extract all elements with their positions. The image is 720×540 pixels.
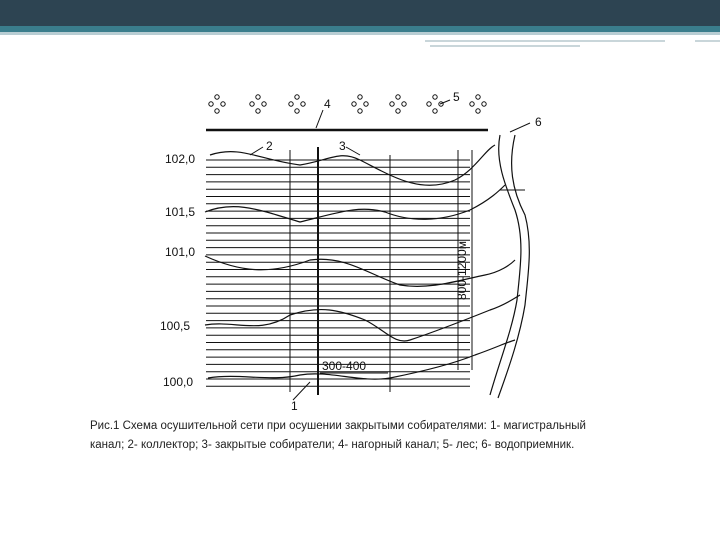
figure-caption xyxy=(90,417,670,455)
callout-3: 3 xyxy=(339,139,346,153)
tree-symbol xyxy=(295,109,299,113)
vertical-dimension-label: 800-1200м xyxy=(455,241,469,300)
caption-line-2: канал; 2- коллектор; 3- закрытые собиратели; 4- нагорный канал; 5- лес; 6- водоприемник. xyxy=(90,439,575,451)
tree-symbol xyxy=(476,95,480,99)
forest-symbols xyxy=(209,95,486,113)
tree-symbol xyxy=(390,102,394,106)
horizontal-dimension-label: 300-400 xyxy=(322,359,367,373)
tree-symbol xyxy=(221,102,225,106)
tree-symbol xyxy=(209,102,213,106)
callout-5: 5 xyxy=(453,90,460,104)
tree-symbol xyxy=(256,95,260,99)
river-water-receiver xyxy=(490,135,529,398)
contour-label-101-5: 101,5 xyxy=(165,205,196,219)
callout-1: 1 xyxy=(291,399,298,413)
tree-symbol xyxy=(482,102,486,106)
tree-symbol xyxy=(295,95,299,99)
tree-symbol xyxy=(402,102,406,106)
callout-2: 2 xyxy=(266,139,273,153)
tree-symbol xyxy=(301,102,305,106)
contour-label-100-0: 100,0 xyxy=(163,375,194,389)
tree-symbol xyxy=(433,109,437,113)
tree-symbol xyxy=(289,102,293,106)
tree-symbol xyxy=(364,102,368,106)
tree-symbol xyxy=(470,102,474,106)
tree-symbol xyxy=(396,95,400,99)
tree-symbol xyxy=(262,102,266,106)
contour-label-101-0: 101,0 xyxy=(165,245,196,259)
callout-6: 6 xyxy=(535,115,542,129)
closed-drains xyxy=(206,160,470,386)
tree-symbol xyxy=(358,95,362,99)
contour-label-102-0: 102,0 xyxy=(165,152,196,166)
tree-symbol xyxy=(215,95,219,99)
tree-symbol xyxy=(215,109,219,113)
callout-4: 4 xyxy=(324,97,331,111)
tree-symbol xyxy=(256,109,260,113)
tree-symbol xyxy=(358,109,362,113)
tree-symbol xyxy=(396,109,400,113)
tree-symbol xyxy=(352,102,356,106)
caption-line-1: Рис.1 Схема осушительной сети при осушении закрытыми собирателями: 1- магистральный xyxy=(90,420,586,432)
tree-symbol xyxy=(433,95,437,99)
contour-label-100-5: 100,5 xyxy=(160,319,191,333)
tree-symbol xyxy=(476,109,480,113)
tree-symbol xyxy=(250,102,254,106)
tree-symbol xyxy=(427,102,431,106)
